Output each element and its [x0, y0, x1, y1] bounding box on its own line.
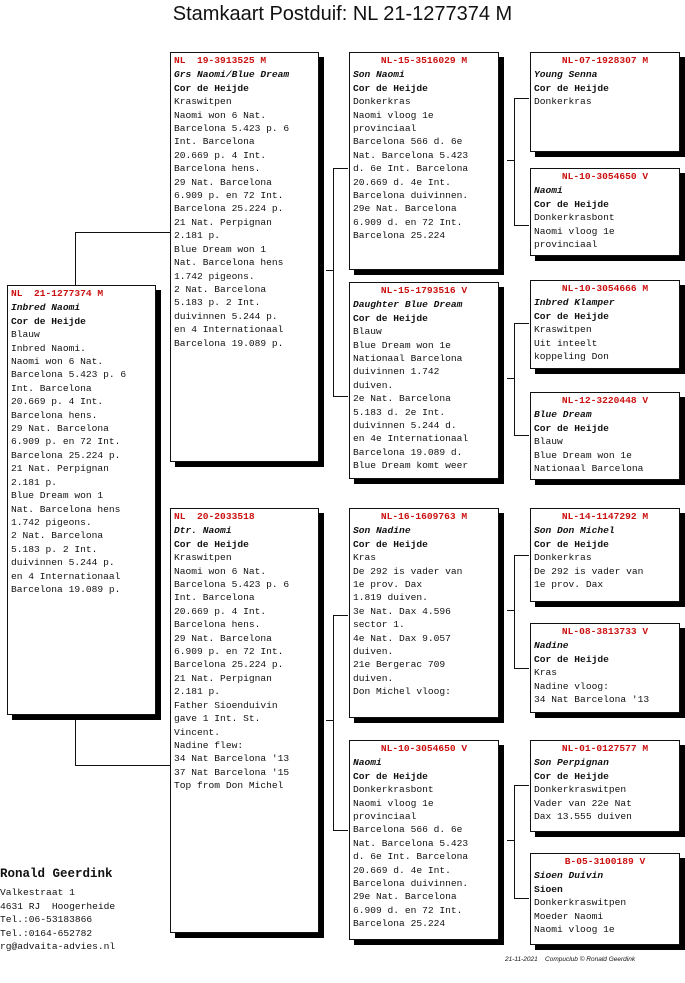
ring-number: NL 20-2033518 — [174, 511, 255, 522]
ring-number: NL-12-3220448 V — [561, 395, 649, 406]
connector-mm-h — [507, 840, 514, 841]
pigeon-card-mff — [530, 508, 680, 602]
pigeon-notes: Vader van 22e Nat Dax 13.555 duiven — [534, 797, 632, 823]
connector-father — [333, 168, 334, 396]
pigeon-color: Kraswitpen — [174, 552, 232, 564]
connector-father-fm — [333, 396, 348, 397]
pigeon-name: Naomi — [353, 757, 382, 769]
breeder-name: Cor de Heijde — [353, 770, 428, 782]
connector-mm-mmf — [514, 785, 529, 786]
ring-number: NL-16-1609763 M — [380, 511, 468, 522]
ring-number: NL-10-3054650 V — [380, 743, 468, 754]
ring-number: NL-15-3516029 M — [380, 55, 468, 66]
pigeon-color: Kraswitpen — [174, 96, 232, 108]
pigeon-name: Dtr. Naomi — [174, 525, 232, 537]
pigeon-color: Donkerkraswitpen — [534, 784, 627, 796]
pigeon-color: Donkerkrasbont — [534, 212, 615, 224]
pigeon-color: Donkerkras — [534, 552, 592, 564]
pigeon-notes: De 292 is vader van 1e prov. Dax 1.819 duiven. 3e Nat. Dax 4.596 sector 1. 4e Nat. Dax 9.057 duiven. 21e Bergerac 709 duiven. Don Michel vloog: — [353, 565, 463, 698]
pigeon-color: Donkerkraswitpen — [534, 897, 627, 909]
pigeon-color: Blauw — [11, 329, 40, 341]
footer — [505, 956, 635, 963]
pigeon-notes: Nadine vloog: 34 Nat Barcelona '13 — [534, 680, 650, 706]
pigeon-notes: Naomi vloog 1e provinciaal Barcelona 566 d. 6e Nat. Barcelona 5.423 d. 6e Int. Barcelona 20.669 d. 4e Int. Barcelona duivinnen. 29e Nat. Barcelona 6.909 d. en 72 Int. Barcelona 25.224 — [353, 797, 469, 930]
pigeon-notes: Inbred Naomi. Naomi won 6 Nat. Barcelona 5.423 p. 6 Int. Barcelona 20.669 p. 4 Int. Barcelona hens. 29 Nat. Barcelona 6.909 p. en 72 Int. Barcelona 25.224 p. 21 Nat. Perpignan 2.181 p. Blue Dream won 1 Nat. Barcelona hens 1.742 pigeons. 2 Nat. Barcelona 5.183 p. 2 Int. duivinnen 5.244 p. en 4 Internationaal Barcelona 19.089 p. — [11, 342, 127, 595]
pigeon-name: Grs Naomi/Blue Dream — [174, 69, 290, 81]
pigeon-card-mother — [170, 508, 319, 933]
pigeon-name: Young Senna — [534, 69, 598, 81]
breeder-name: Cor de Heijde — [534, 538, 609, 550]
connector-mother-mm — [333, 830, 348, 831]
ring-number: NL-10-3054666 M — [561, 283, 649, 294]
pigeon-notes: Naomi vloog 1e provinciaal — [534, 225, 615, 251]
breeder-name: Cor de Heijde — [534, 198, 609, 210]
pigeon-card-father — [170, 52, 319, 462]
connector-father-ff — [326, 270, 333, 271]
connector-ff — [514, 98, 515, 225]
breeder-name: Cor de Heijde — [174, 538, 249, 550]
ring-number: NL-14-1147292 M — [561, 511, 649, 522]
pigeon-name: Son Nadine — [353, 525, 411, 537]
pigeon-notes: Uit inteelt koppeling Don — [534, 337, 609, 363]
pigeon-card-fmm — [530, 392, 680, 480]
owner-phone-landline: Tel.:0164-652782 — [0, 927, 93, 939]
owner-name: Ronald Geerdink — [0, 867, 113, 881]
pigeon-color: Blauw — [353, 326, 382, 338]
connector-fm-h — [507, 378, 514, 379]
connector-mother-mf — [326, 720, 333, 721]
breeder-name: Sioen — [534, 883, 563, 895]
connector-fm-fmf — [514, 323, 529, 324]
pigeon-card-fff — [530, 52, 680, 152]
ring-number: NL-15-1793516 V — [380, 285, 468, 296]
pigeon-notes: De 292 is vader van 1e prov. Dax — [534, 565, 644, 591]
ring-number: B-05-3100189 V — [564, 856, 646, 867]
pigeon-notes: Naomi vloog 1e provinciaal Barcelona 566 d. 6e Nat. Barcelona 5.423 d. 6e Int. Barcelona 20.669 d. 4e Int. Barcelona duivinnen. 29e Nat. Barcelona 6.909 d. en 72 Int. Barcelona 25.224 — [353, 109, 469, 242]
breeder-name: Cor de Heijde — [11, 315, 86, 327]
connector-mother-mf2 — [333, 615, 348, 616]
connector-mf-mfm — [514, 668, 529, 669]
pigeon-color: Blauw — [534, 436, 563, 448]
pigeon-color: Kras — [353, 552, 377, 564]
breeder-name: Cor de Heijde — [534, 770, 609, 782]
pigeon-card-mf — [349, 508, 499, 718]
pigeon-color: Kras — [534, 667, 558, 679]
pigeon-name: Son Naomi — [353, 69, 405, 81]
connector-mf-mff — [514, 555, 529, 556]
connector-mm — [514, 785, 515, 898]
breeder-name: Cor de Heijde — [353, 538, 428, 550]
pigeon-notes: Moeder Naomi Naomi vloog 1e — [534, 910, 615, 936]
pigeon-card-mmf — [530, 740, 680, 832]
pigeon-card-fm — [349, 282, 499, 479]
pigeon-card-mmm — [530, 853, 680, 945]
pigeon-notes: Blue Dream won 1e Nationaal Barcelona — [534, 449, 644, 475]
connector-fm-fmm — [514, 435, 529, 436]
owner-contact — [0, 868, 115, 953]
pigeon-color: Donkerkrasbont — [353, 784, 434, 796]
ring-number: NL 19-3913525 M — [174, 55, 267, 66]
connector-ff-ffm — [514, 225, 529, 226]
pigeon-card-ff — [349, 52, 499, 270]
ring-number: NL 21-1277374 M — [11, 288, 104, 299]
pigeon-name: Nadine — [534, 640, 569, 652]
pigeon-color: Donkerkras — [353, 96, 411, 108]
ring-number: NL-07-1928307 M — [561, 55, 649, 66]
pigeon-card-mfm — [530, 623, 680, 713]
page-title: Stamkaart Postduif: NL 21-1277374 M — [172, 3, 513, 25]
connector-subject-mother — [75, 765, 170, 766]
breeder-name: Cor de Heijde — [534, 653, 609, 665]
pigeon-color: Kraswitpen — [534, 324, 592, 336]
connector-fm — [514, 323, 515, 435]
credit-text: Compuclub © Ronald Geerdink — [545, 956, 636, 963]
owner-phone-mobile: Tel.:06-53183866 — [0, 914, 93, 926]
breeder-name: Cor de Heijde — [353, 82, 428, 94]
owner-city: 4631 RJ Hoogerheide — [0, 900, 116, 912]
pigeon-name: Son Don Michel — [534, 525, 615, 537]
pigeon-name: Naomi — [534, 185, 563, 197]
connector-ff-h — [507, 160, 514, 161]
breeder-name: Cor de Heijde — [534, 82, 609, 94]
pigeon-name: Inbred Naomi — [11, 302, 81, 314]
pigeon-card-subject — [7, 285, 156, 715]
connector-ff-fff — [514, 98, 529, 99]
pigeon-card-ffm — [530, 168, 680, 256]
breeder-name: Cor de Heijde — [353, 312, 428, 324]
pigeon-name: Inbred Klamper — [534, 297, 615, 309]
ring-number: NL-10-3054650 V — [561, 171, 649, 182]
pigeon-notes: Naomi won 6 Nat. Barcelona 5.423 p. 6 Int. Barcelona 20.669 p. 4 Int. Barcelona hens. 29 Nat. Barcelona 6.909 p. en 72 Int. Barcelona 25.224 p. 21 Nat. Perpignan 2.181 p. Father Sioenduivin gave 1 Int. St. Vincent. Nadine flew: 34 Nat Barcelona '13 37 Nat Barcelona '15 Top from Don Michel — [174, 565, 290, 792]
pigeon-notes: Naomi won 6 Nat. Barcelona 5.423 p. 6 Int. Barcelona 20.669 p. 4 Int. Barcelona hens. 29 Nat. Barcelona 6.909 p. en 72 Int. Barcelona 25.224 p. 21 Nat. Perpignan 2.181 p. Blue Dream won 1 Nat. Barcelona hens 1.742 pigeons. 2 Nat. Barcelona 5.183 p. 2 Int. duivinnen 5.244 p. en 4 Internationaal Barcelona 19.089 p. — [174, 109, 290, 349]
owner-email: rg@advaita-advies.nl — [0, 941, 116, 953]
pigeon-card-fmf — [530, 280, 680, 369]
pigeon-name: Blue Dream — [534, 409, 592, 421]
pigeon-color: Donkerkras — [534, 96, 592, 108]
connector-mf-h — [507, 610, 514, 611]
owner-street: Valkestraat 1 — [0, 887, 75, 899]
breeder-name: Cor de Heijde — [174, 82, 249, 94]
connector-father-ff2 — [333, 168, 348, 169]
pigeon-card-mm — [349, 740, 499, 940]
pigeon-notes: Blue Dream won 1e Nationaal Barcelona duivinnen 1.742 duiven. 2e Nat. Barcelona 5.183 d. 2e Int. duivinnen 5.244 d. en 4e Internationaal Barcelona 19.089 d. Blue Dream komt weer — [353, 339, 469, 472]
connector-subject-father — [75, 232, 170, 233]
connector-mm-mmm — [514, 898, 529, 899]
breeder-name: Cor de Heijde — [534, 310, 609, 322]
connector-mother — [333, 615, 334, 830]
pigeon-name: Daughter Blue Dream — [353, 299, 463, 311]
breeder-name: Cor de Heijde — [534, 422, 609, 434]
ring-number: NL-01-0127577 M — [561, 743, 649, 754]
pigeon-name: Sioen Duivin — [534, 870, 604, 882]
ring-number: NL-08-3813733 V — [561, 626, 649, 637]
connector-mf — [514, 555, 515, 668]
print-date: 21-11-2021 — [505, 956, 538, 963]
pigeon-name: Son Perpignan — [534, 757, 609, 769]
